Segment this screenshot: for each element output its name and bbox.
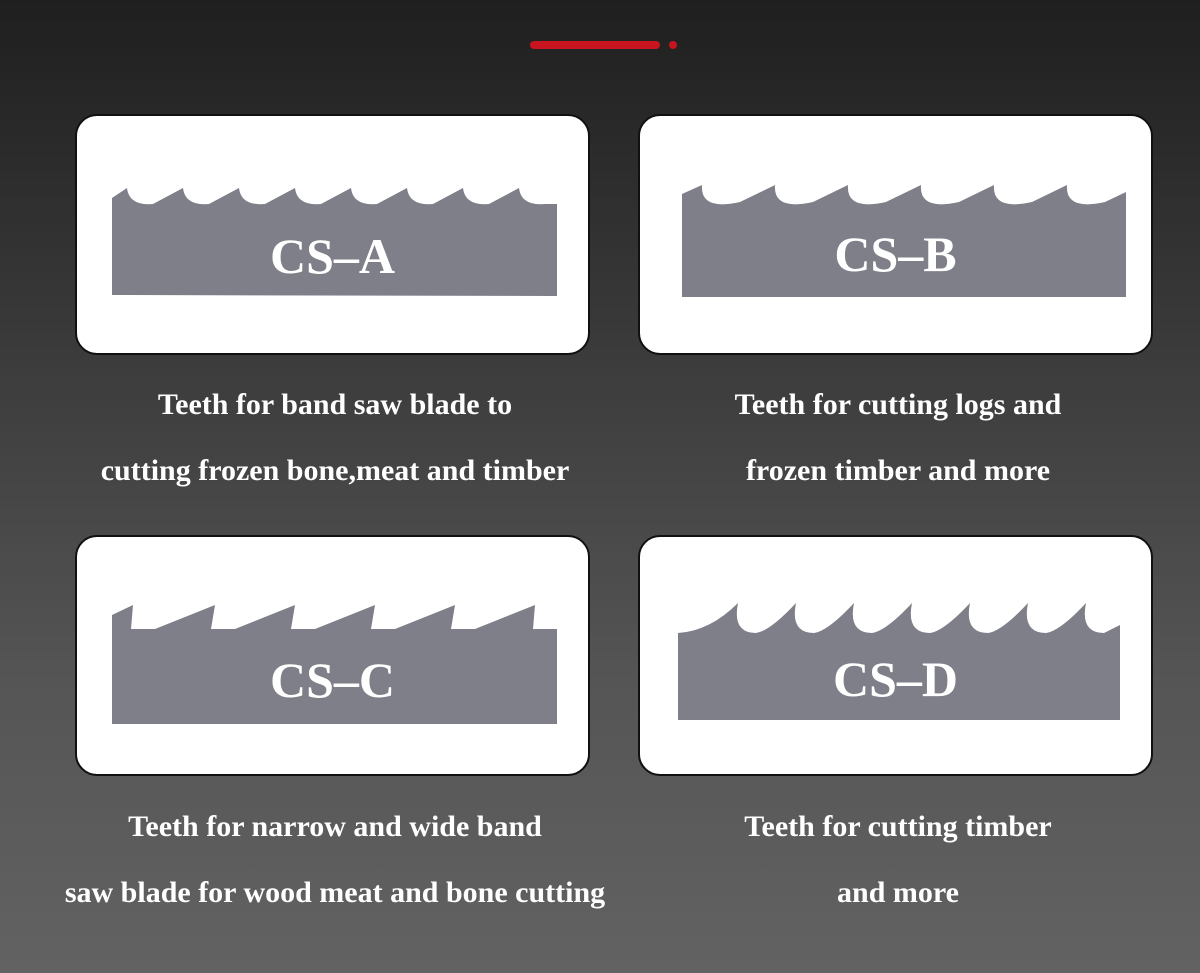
header-accent-bar bbox=[530, 41, 660, 49]
card-description-line: and more bbox=[837, 876, 959, 909]
card-description-line: Teeth for cutting logs and bbox=[734, 388, 1062, 421]
blade-card-cs-d bbox=[638, 535, 1153, 776]
card-description-line: Teeth for narrow and wide band bbox=[128, 810, 542, 843]
blade-label: CS–A bbox=[269, 228, 396, 284]
header-accent-dot bbox=[669, 41, 677, 49]
card-description-line: cutting frozen bone,meat and timber bbox=[100, 454, 570, 487]
blade-label: CS–B bbox=[834, 226, 957, 282]
blade-card-cs-b bbox=[638, 114, 1153, 355]
card-description-line: saw blade for wood meat and bone cutting bbox=[64, 876, 606, 909]
blade-card-cs-c bbox=[75, 535, 590, 776]
card-description-line: Teeth for band saw blade to bbox=[157, 388, 513, 421]
blade-label: CS–D bbox=[832, 651, 959, 707]
blade-card-cs-a bbox=[75, 114, 590, 355]
card-description-line: frozen timber and more bbox=[745, 454, 1051, 487]
blade-label: CS–C bbox=[269, 652, 396, 708]
card-description-line: Teeth for cutting timber bbox=[744, 810, 1052, 843]
